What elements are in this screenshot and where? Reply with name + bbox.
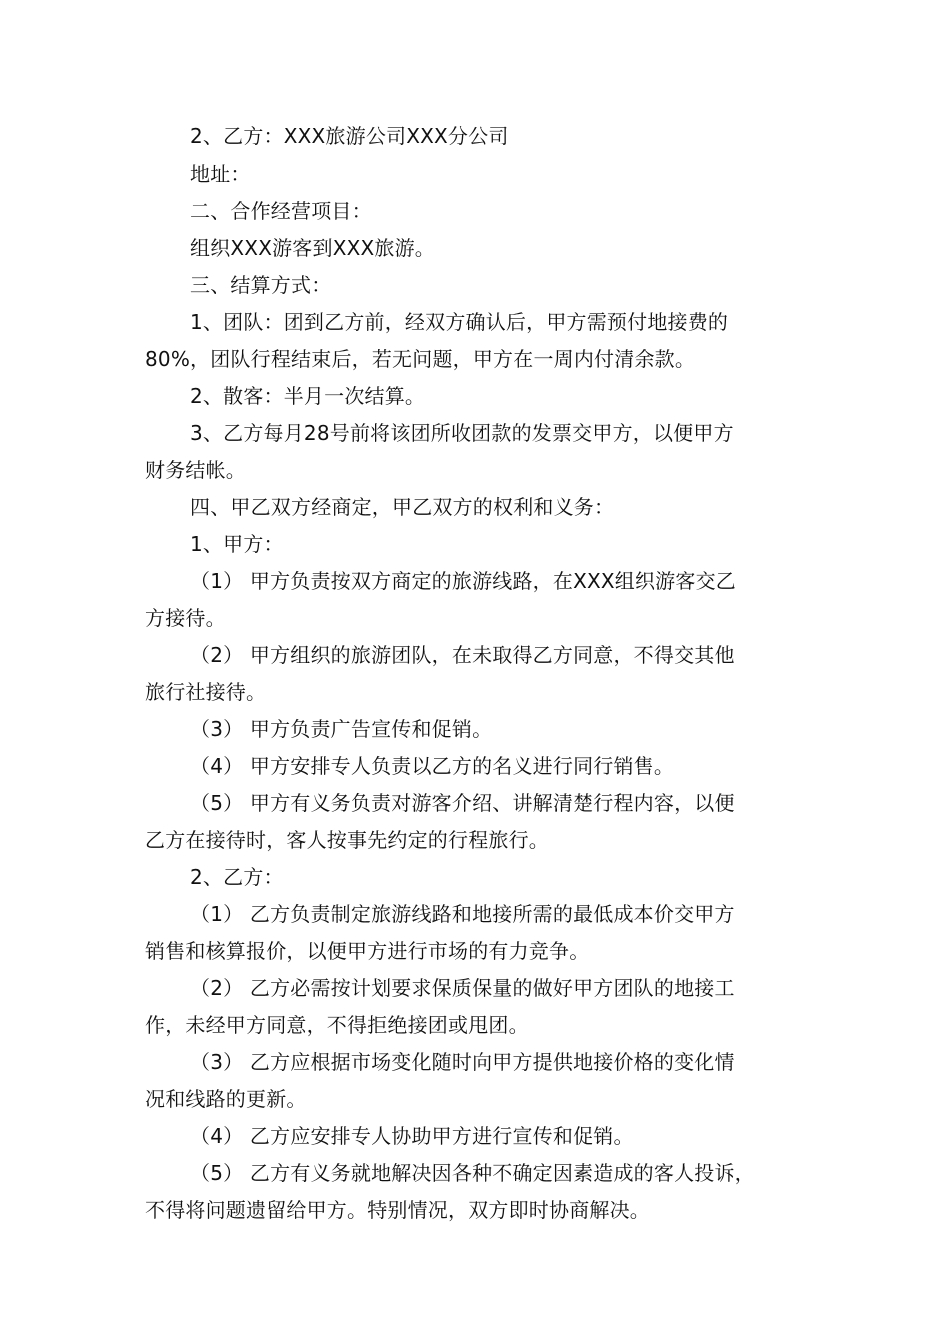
text-line: 2、乙方：XXX旅游公司XXX分公司 [190, 124, 509, 148]
text-line: 1、团队：团到乙方前，经双方确认后，甲方需预付地接费的 [190, 310, 729, 334]
text-line: 方接待。 [145, 606, 226, 630]
text-line: （5） 乙方有义务就地解决因各种不确定因素造成的客人投诉， [190, 1161, 755, 1185]
text-line: （4） 甲方安排专人负责以乙方的名义进行同行销售。 [190, 754, 675, 778]
text-line: （4） 乙方应安排专人协助甲方进行宣传和促销。 [190, 1124, 634, 1148]
text-line: 旅行社接待。 [145, 680, 267, 704]
text-line: 1、甲方： [190, 532, 284, 556]
text-line: 2、乙方： [190, 865, 284, 889]
text-line: 80%，团队行程结束后，若无问题，甲方在一周内付清余款。 [145, 347, 696, 371]
text-line: （3） 乙方应根据市场变化随时向甲方提供地接价格的变化情 [190, 1050, 735, 1074]
text-line: 3、乙方每月28号前将该团所收团款的发票交甲方，以便甲方 [190, 421, 734, 445]
text-line: （2） 甲方组织的旅游团队，在未取得乙方同意，不得交其他 [190, 643, 735, 667]
text-line: 销售和核算报价，以便甲方进行市场的有力竞争。 [145, 939, 590, 963]
text-line: （5） 甲方有义务负责对游客介绍、讲解清楚行程内容，以便 [190, 791, 735, 815]
text-line: 乙方在接待时，客人按事先约定的行程旅行。 [145, 828, 549, 852]
section-heading: 四、甲乙双方经商定，甲乙双方的权利和义务： [190, 495, 615, 519]
text-line: （2） 乙方必需按计划要求保质保量的做好甲方团队的地接工 [190, 976, 735, 1000]
text-line: （1） 乙方负责制定旅游线路和地接所需的最低成本价交甲方 [190, 902, 735, 926]
text-line: （3） 甲方负责广告宣传和促销。 [190, 717, 493, 741]
text-line: 地址： [190, 162, 251, 186]
section-heading: 三、结算方式： [190, 273, 332, 297]
text-line: 况和线路的更新。 [145, 1087, 307, 1111]
text-line: 2、散客：半月一次结算。 [190, 384, 426, 408]
text-line: （1） 甲方负责按双方商定的旅游线路，在XXX组织游客交乙 [190, 569, 736, 593]
text-line: 组织XXX游客到XXX旅游。 [190, 236, 436, 260]
text-line: 财务结帐。 [145, 458, 246, 482]
text-line: 作，未经甲方同意，不得拒绝接团或甩团。 [145, 1013, 529, 1037]
text-line: 不得将问题遗留给甲方。特别情况，双方即时协商解决。 [145, 1198, 650, 1222]
section-heading: 二、合作经营项目： [190, 199, 372, 223]
